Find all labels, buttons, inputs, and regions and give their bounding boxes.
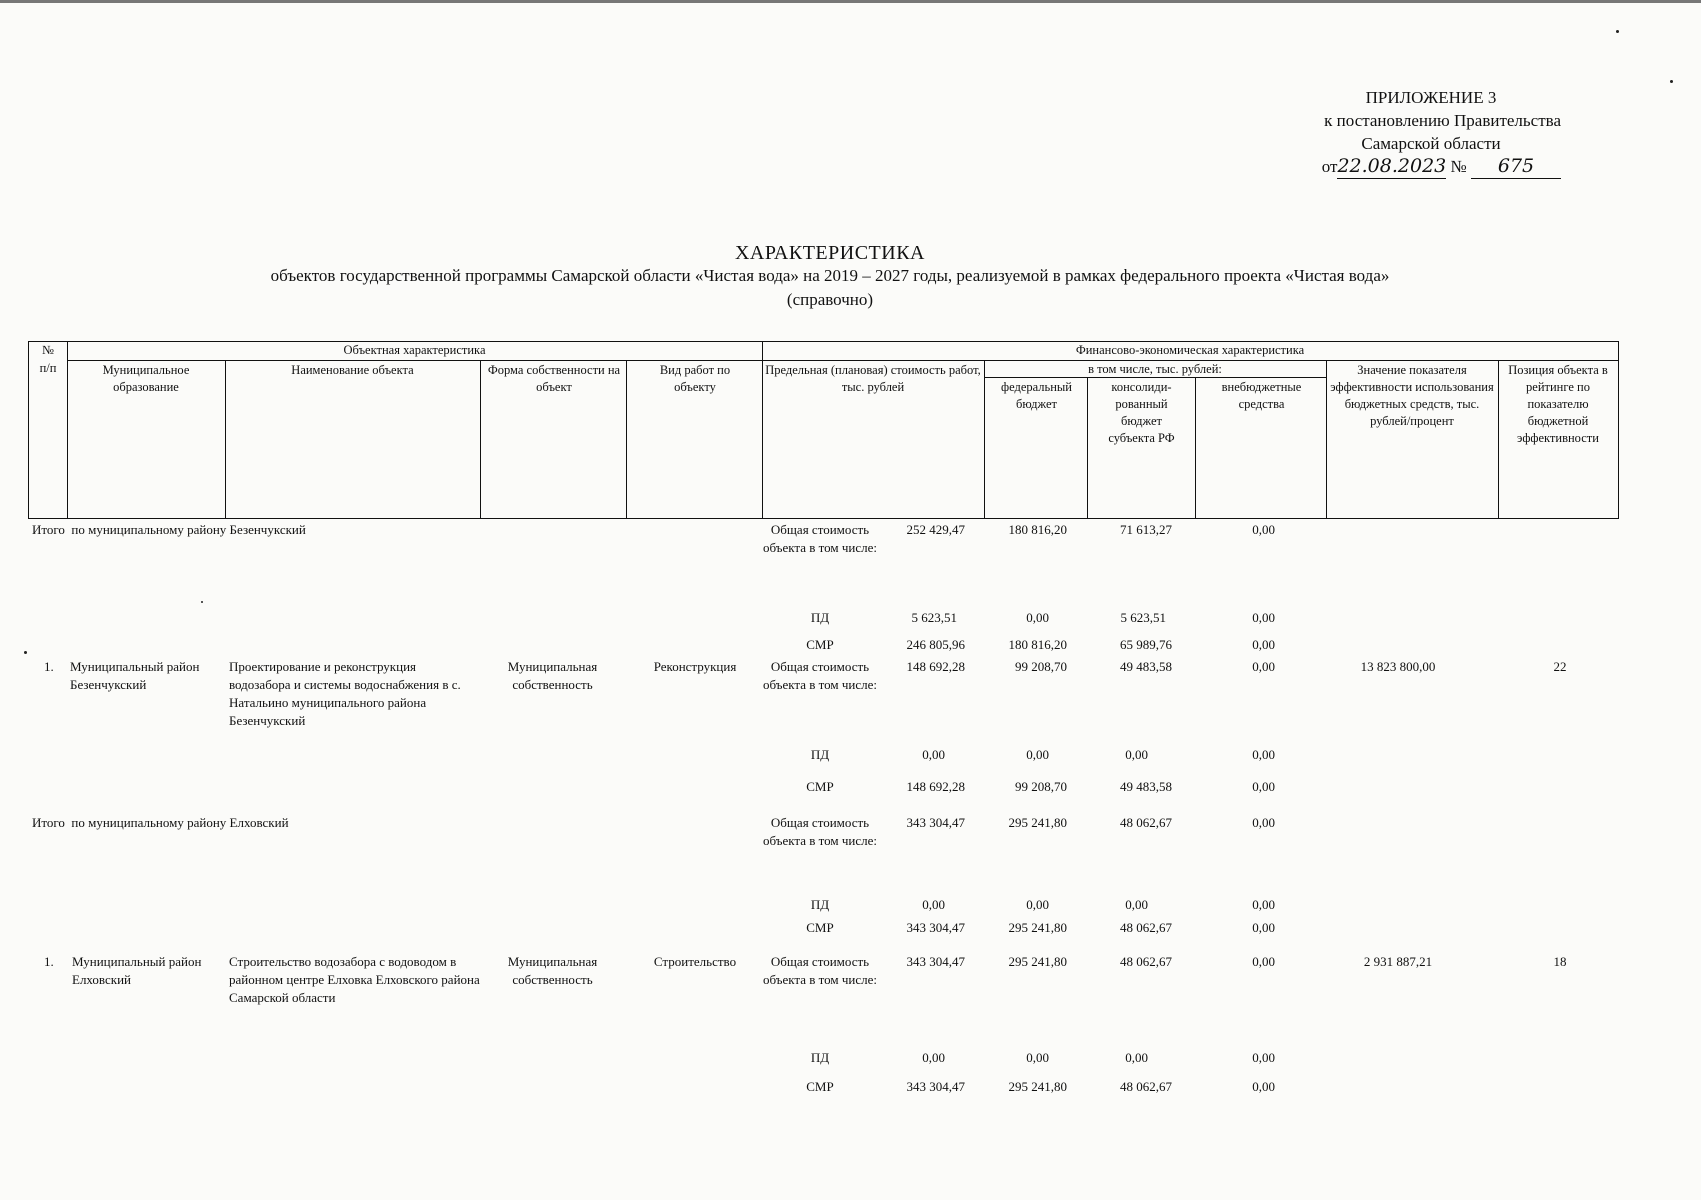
header-work-type: Вид работ по объекту — [659, 363, 731, 394]
handwritten-number: 675 — [1471, 155, 1561, 179]
scan-speck — [201, 601, 203, 603]
section-smr-fed: 180 816,20 — [1008, 637, 1067, 652]
section-pd-cons: 5 623,51 — [1120, 610, 1166, 625]
header-object-name: Наименование объекта — [291, 363, 414, 377]
section-total-extra: 0,00 — [1252, 522, 1275, 537]
section-total-cons: 48 062,67 — [1120, 815, 1172, 830]
section-pd-extra: 0,00 — [1252, 610, 1275, 625]
header-object-group: Объектная характеристика — [343, 343, 486, 357]
section-pd-cost: 5 623,51 — [911, 610, 957, 625]
item-smr-fed: 295 241,80 — [1008, 1079, 1067, 1094]
section-total-fed: 180 816,20 — [1008, 522, 1067, 537]
section-smr-cost: 343 304,47 — [906, 920, 965, 935]
document-subheading: объектов государственной программы Самарской области «Чистая вода» на 2019 – 2027 годы, реализуемой в рамках федерального проекта «Чистая вода» — [270, 266, 1390, 285]
pd-label: ПД — [810, 747, 830, 762]
appendix-line2: к постановлению Правительства — [1324, 111, 1561, 130]
pd-label: ПД — [810, 1050, 830, 1065]
item-total-fed: 295 241,80 — [1008, 954, 1067, 969]
item-smr-cost: 343 304,47 — [906, 1079, 965, 1094]
item-work: Реконструкция — [653, 659, 737, 674]
smr-label: СМР — [806, 779, 834, 794]
section-pd-cons: 0,00 — [1125, 897, 1148, 912]
item-pd-fed: 0,00 — [1026, 1050, 1049, 1065]
item-pd-extra: 0,00 — [1252, 1050, 1275, 1065]
item-total-extra: 0,00 — [1252, 659, 1275, 674]
item-no: 1. — [44, 659, 54, 674]
item-work: Строительство — [653, 954, 737, 969]
section-smr-extra: 0,00 — [1252, 637, 1275, 652]
header-no: № — [42, 343, 54, 357]
item-rating: 22 — [1553, 659, 1567, 674]
appendix-line3: Самарской области — [1361, 134, 1501, 153]
item-ownership: Муниципальная собственность — [507, 659, 598, 692]
total-cost-label: Общая стоимость объекта в том числе: — [762, 815, 878, 848]
item-municipality: Муниципальный район Безенчукский — [70, 659, 200, 692]
pd-label: ПД — [810, 897, 830, 912]
item-name: Проектирование и реконструкция водозабора и системы водоснабжения в с. Натальино муниципального района Безенчукский — [229, 659, 461, 728]
section-total-label: Итого по муниципальному району Елховский — [32, 815, 289, 830]
document-note: (справочно) — [786, 290, 874, 309]
total-cost-label: Общая стоимость объекта в том числе: — [762, 522, 878, 555]
item-total-extra: 0,00 — [1252, 954, 1275, 969]
header-extra: внебюджетные средства — [1221, 380, 1302, 411]
section-smr-fed: 295 241,80 — [1008, 920, 1067, 935]
section-smr-extra: 0,00 — [1252, 920, 1275, 935]
item-pd-fed: 0,00 — [1026, 747, 1049, 762]
header-rating: Позиция объекта в рейтинге по показателю бюджетной эффективности — [1508, 363, 1608, 445]
section-pd-cost: 0,00 — [922, 897, 945, 912]
item-total-cost: 148 692,28 — [906, 659, 965, 674]
smr-label: СМР — [806, 637, 834, 652]
section-total-cost: 343 304,47 — [906, 815, 965, 830]
section-pd-extra: 0,00 — [1252, 897, 1275, 912]
appendix-date-line — [1261, 155, 1561, 179]
section-pd-fed: 0,00 — [1026, 897, 1049, 912]
section-smr-cons: 48 062,67 — [1120, 920, 1172, 935]
scan-speck — [1616, 30, 1619, 33]
header-including: в том числе, тыс. рублей: — [1088, 362, 1222, 376]
header-municipality: Муниципальное образование — [102, 363, 190, 394]
number-label: № — [1450, 157, 1467, 176]
document-heading: ХАРАКТЕРИСТИКА — [734, 242, 926, 264]
item-total-fed: 99 208,70 — [1015, 659, 1067, 674]
section-total-fed: 295 241,80 — [1008, 815, 1067, 830]
total-cost-label: Общая стоимость объекта в том числе: — [762, 659, 878, 692]
header-pn: п/п — [39, 361, 57, 375]
handwritten-date: 22.08.2023 — [1337, 155, 1447, 177]
scan-speck — [24, 651, 27, 654]
scan-top-edge — [0, 0, 1701, 3]
section-total-label: Итого по муниципальному району Безенчукский — [32, 522, 306, 537]
scan-speck — [1670, 80, 1673, 83]
item-rating: 18 — [1553, 954, 1567, 969]
date-prefix: от — [1321, 157, 1338, 176]
section-pd-fed: 0,00 — [1026, 610, 1049, 625]
section-smr-cost: 246 805,96 — [906, 637, 965, 652]
item-ownership: Муниципальная собственность — [507, 954, 598, 987]
item-smr-cons: 49 483,58 — [1120, 779, 1172, 794]
item-smr-extra: 0,00 — [1252, 779, 1275, 794]
item-smr-cost: 148 692,28 — [906, 779, 965, 794]
smr-label: СМР — [806, 920, 834, 935]
total-cost-label: Общая стоимость объекта в том числе: — [762, 954, 878, 987]
section-total-extra: 0,00 — [1252, 815, 1275, 830]
table-header — [28, 341, 1619, 519]
header-cost: Предельная (плановая) стоимость работ, тыс. рублей — [765, 363, 981, 394]
item-total-cons: 48 062,67 — [1120, 954, 1172, 969]
item-pd-cons: 0,00 — [1125, 747, 1148, 762]
section-total-cons: 71 613,27 — [1120, 522, 1172, 537]
item-smr-fed: 99 208,70 — [1015, 779, 1067, 794]
smr-label: СМР — [806, 1079, 834, 1094]
appendix-title: ПРИЛОЖЕНИЕ 3 — [1365, 88, 1497, 107]
item-pd-cost: 0,00 — [922, 1050, 945, 1065]
header-finance-group: Финансово-экономическая характеристика — [1075, 343, 1305, 357]
header-efficiency: Значение показателя эффективности использования бюджетных средств, тыс. рублей/процент — [1330, 363, 1494, 428]
header-federal: федеральный бюджет — [1000, 380, 1072, 411]
item-smr-extra: 0,00 — [1252, 1079, 1275, 1094]
item-total-cons: 49 483,58 — [1120, 659, 1172, 674]
header-ownership: Форма собственности на объект — [487, 363, 621, 394]
item-pd-cons: 0,00 — [1125, 1050, 1148, 1065]
item-pd-cost: 0,00 — [922, 747, 945, 762]
item-efficiency: 2 931 887,21 — [1363, 954, 1433, 969]
appendix-block — [1261, 86, 1561, 179]
item-pd-extra: 0,00 — [1252, 747, 1275, 762]
item-name: Строительство водозабора с водоводом в районном центре Елховка Елховского района Самарской области — [229, 954, 480, 1005]
item-efficiency: 13 823 800,00 — [1360, 659, 1436, 674]
section-total-cost: 252 429,47 — [906, 522, 965, 537]
section-smr-cons: 65 989,76 — [1120, 637, 1172, 652]
header-consolidated: консолиди-рованный бюджет субъекта РФ — [1108, 380, 1175, 445]
pd-label: ПД — [810, 610, 830, 625]
item-total-cost: 343 304,47 — [906, 954, 965, 969]
item-municipality: Муниципальный район Елховский — [72, 954, 202, 987]
item-smr-cons: 48 062,67 — [1120, 1079, 1172, 1094]
item-no: 1. — [44, 954, 54, 969]
